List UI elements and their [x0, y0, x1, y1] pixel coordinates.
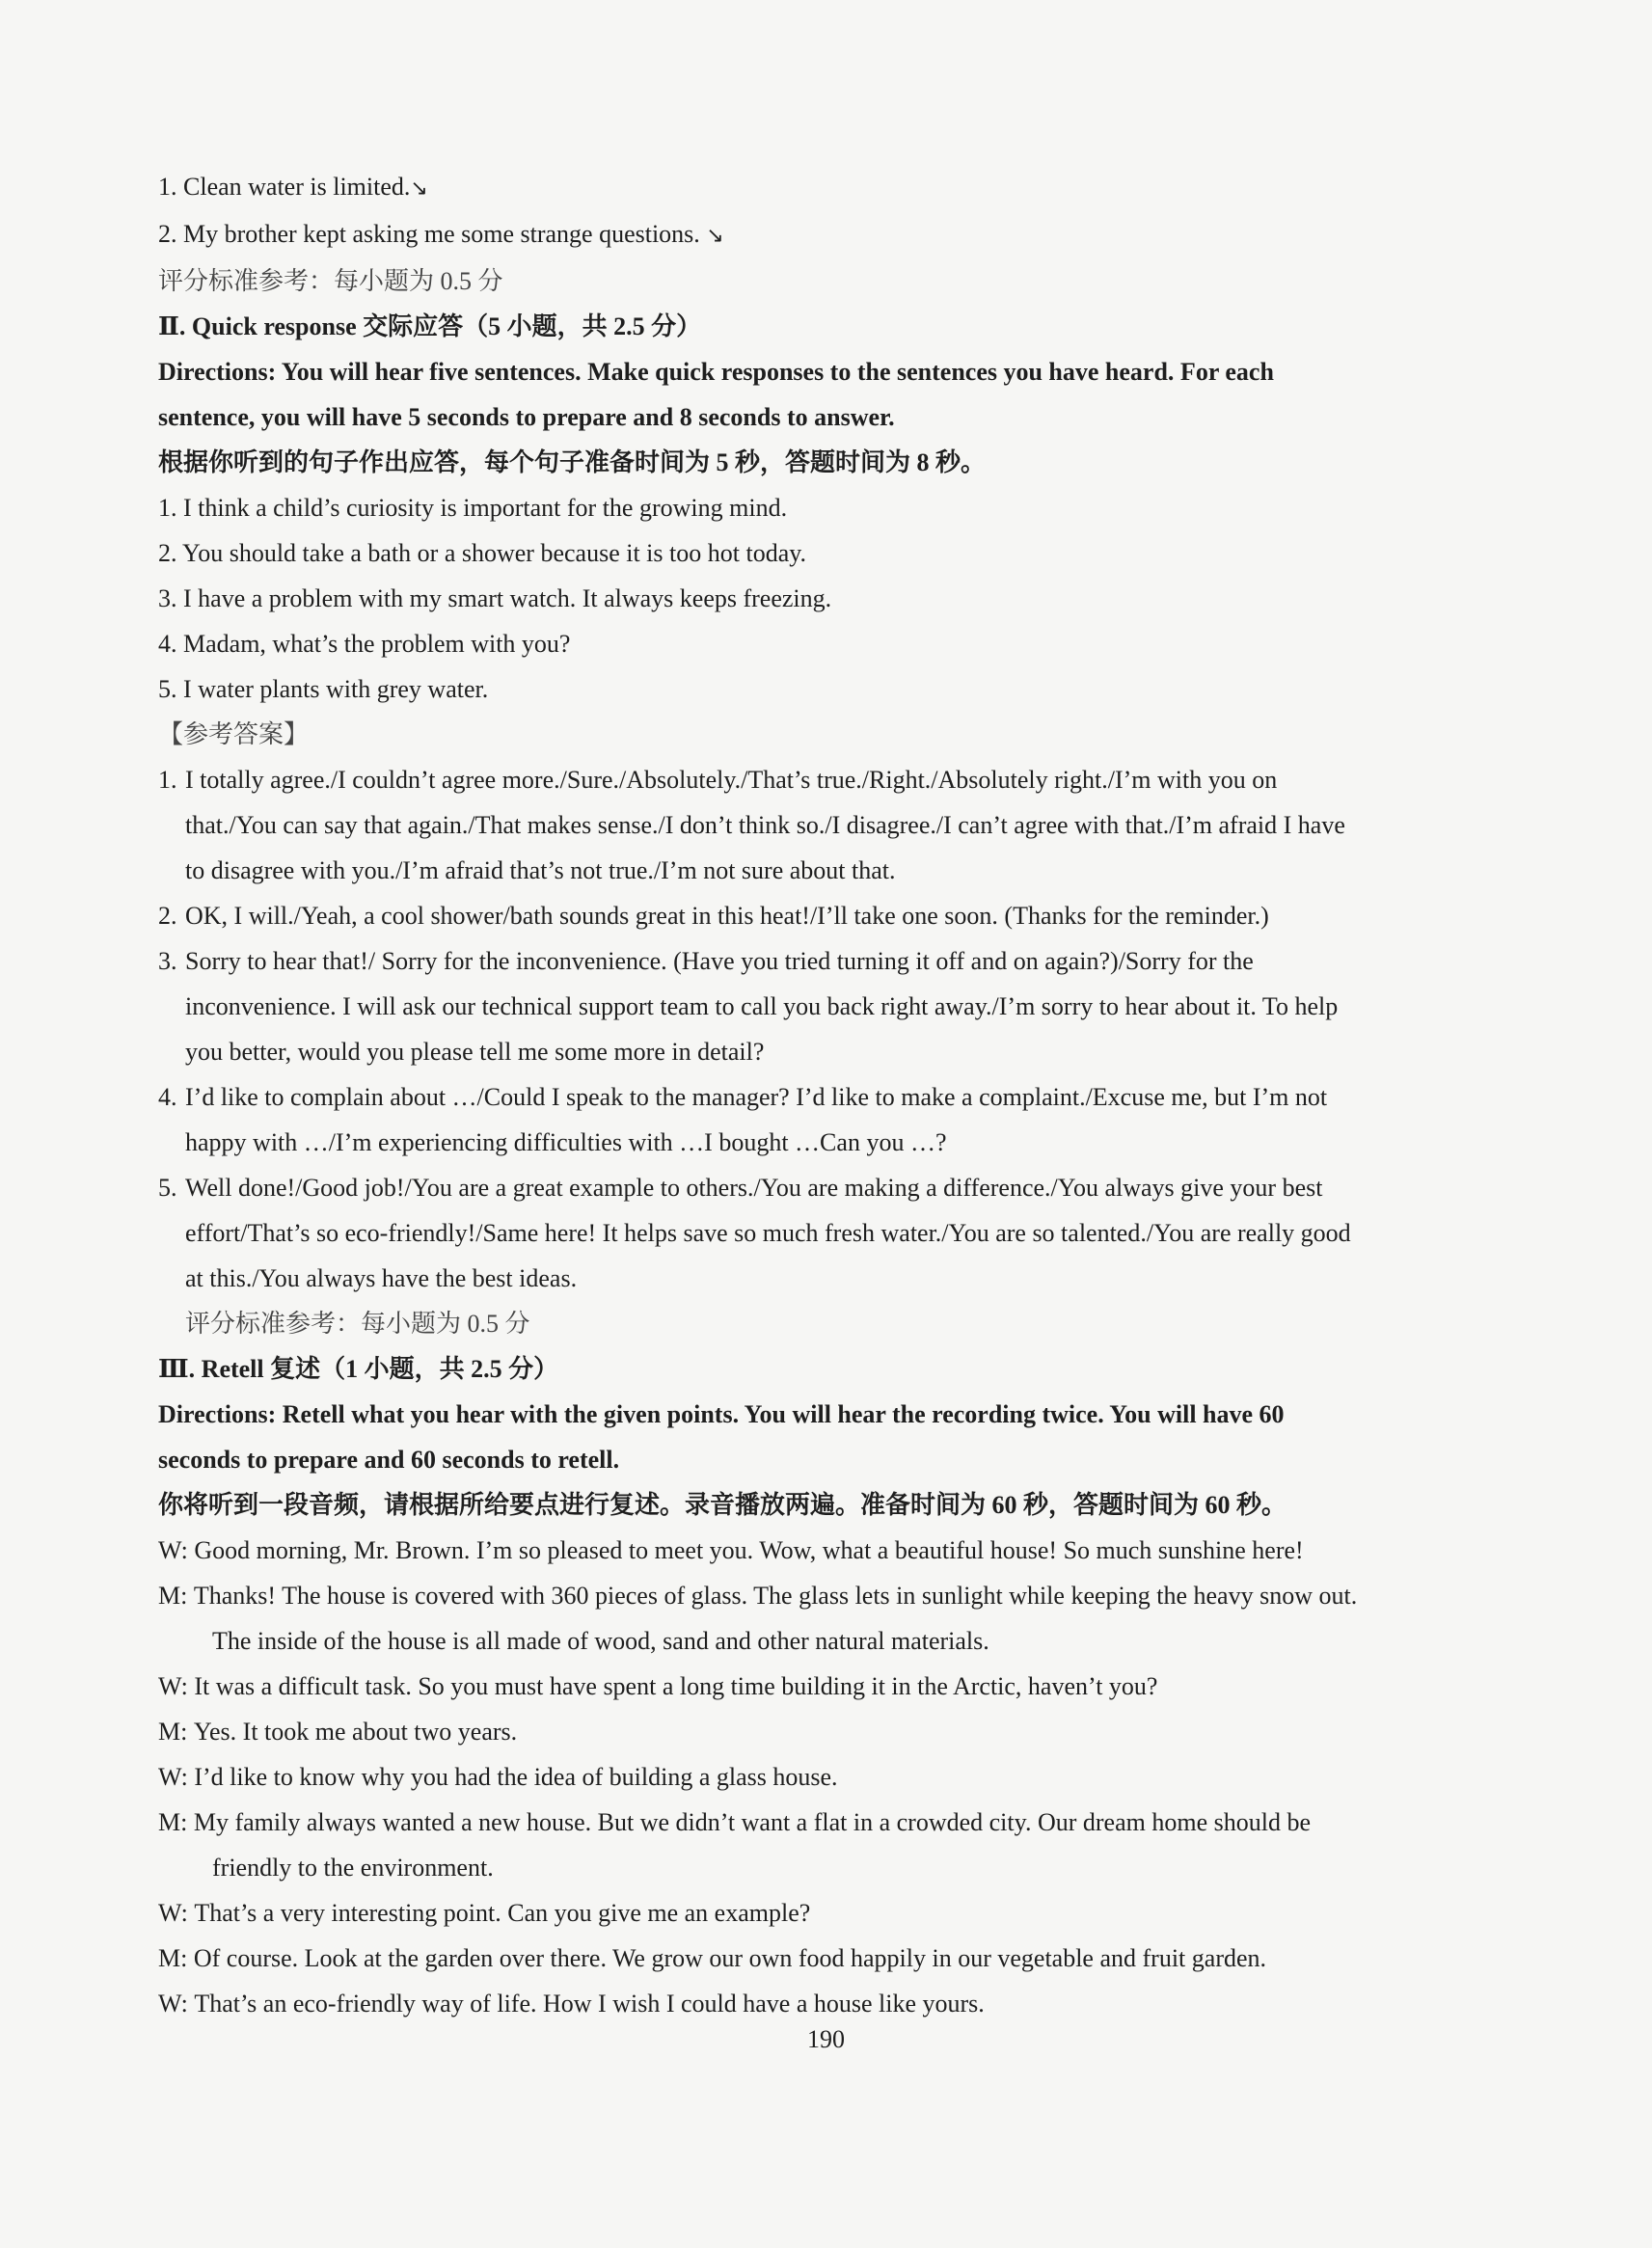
- dialogue-line: W: That’s an eco-friendly way of life. How I wish I could have a house like yours.: [158, 1981, 1470, 2026]
- answer-label: 【参考答案】: [158, 720, 310, 748]
- answer-text: at this./You always have the best ideas.: [185, 1264, 578, 1292]
- answer-item-3: [158, 938, 1470, 1074]
- scoring-note: 评分标准参考：每小题为 0.5 分: [185, 1310, 530, 1338]
- speaker-label: M:: [158, 1582, 194, 1610]
- answer-text: to disagree with you./I’m afraid that’s not true./I’m not sure about that.: [185, 856, 896, 884]
- directions-line-1: Directions: You will hear five sentences. Make quick responses to the sentences you have heard. For each: [158, 358, 1274, 386]
- dialogue-line: M: My family always wanted a new house. But we didn’t want a flat in a crowded city. Our dream home should be friendly to the environment.: [158, 1800, 1470, 1890]
- answer-text: happy with …/I’m experiencing difficulties with …I bought …Can you …?: [185, 1128, 947, 1156]
- speaker-label: W:: [158, 1763, 195, 1791]
- sentence-1: 1. I think a child’s curiosity is important for the growing mind.: [158, 494, 788, 522]
- answer-item-4: [158, 1074, 1470, 1165]
- answer-item-2: [158, 893, 1470, 938]
- speaker-label: W:: [158, 1990, 195, 2018]
- answer-text: I totally agree./I couldn’t agree more./Sure./Absolutely./That’s true./Right./Absolutely right./I’m with you on: [185, 766, 1278, 794]
- falling-intonation-icon: ↘: [706, 224, 724, 248]
- dialogue-line: M: Yes. It took me about two years.: [158, 1709, 1470, 1754]
- section-heading-retell: Ⅲ. Retell 复述（1 小题，共 2.5 分）: [158, 1355, 559, 1383]
- speaker-label: M:: [158, 1718, 194, 1746]
- dialogue-line: M: Thanks! The house is covered with 360 pieces of glass. The glass lets in sunlight while keeping the heavy snow out. The inside of the house is all made of wood, sand and other natural materials.: [158, 1573, 1470, 1664]
- directions-line-2: sentence, you will have 5 seconds to prepare and 8 seconds to answer.: [158, 403, 895, 431]
- sentence-3: 3. I have a problem with my smart watch. It always keeps freezing.: [158, 584, 832, 612]
- sentence-5: 5. I water plants with grey water.: [158, 675, 489, 703]
- answer-text: Sorry to hear that!/ Sorry for the inconvenience. (Have you tried turning it off and on again?)/Sorry for the: [185, 947, 1254, 975]
- page-number: 190: [807, 2025, 845, 2053]
- intonation-item-1: 1. Clean water is limited.↘: [158, 173, 428, 201]
- answer-number: 2.: [158, 902, 177, 930]
- answer-number: 4.: [158, 1083, 177, 1111]
- dialogue-line: W: That’s a very interesting point. Can you give me an example?: [158, 1890, 1470, 1936]
- speaker-label: W:: [158, 1536, 195, 1564]
- answer-text: I’d like to complain about …/Could I speak to the manager? I’d like to make a complaint./Excuse me, but I’m not: [185, 1083, 1328, 1111]
- answer-number: 3.: [158, 947, 177, 975]
- speaker-label: M:: [158, 1808, 194, 1836]
- answer-item-1: [158, 757, 1470, 893]
- dialogue-line: W: It was a difficult task. So you must have spent a long time building it in the Arctic, haven’t you?: [158, 1664, 1470, 1709]
- sentence-2: 2. You should take a bath or a shower because it is too hot today.: [158, 539, 807, 567]
- answer-text: that./You can say that again./That makes sense./I don’t think so./I disagree./I can’t agree with that./I’m afraid I have: [185, 811, 1345, 839]
- speaker-label: W:: [158, 1899, 195, 1927]
- dialogue-line: W: I’d like to know why you had the idea of building a glass house.: [158, 1754, 1470, 1800]
- answer-text: you better, would you please tell me some more in detail?: [185, 1038, 765, 1066]
- directions-line-1: Directions: Retell what you hear with the given points. You will hear the recording twice. You will have 60: [158, 1400, 1285, 1428]
- speaker-label: W:: [158, 1672, 195, 1700]
- scoring-note: 评分标准参考：每小题为 0.5 分: [158, 267, 503, 295]
- answer-number: 5.: [158, 1174, 177, 1202]
- dialogue-line: W: Good morning, Mr. Brown. I’m so pleased to meet you. Wow, what a beautiful house! So much sunshine here!: [158, 1528, 1470, 1573]
- section-heading-quick-response: Ⅱ. Quick response 交际应答（5 小题，共 2.5 分）: [158, 312, 702, 340]
- directions-line-2: seconds to prepare and 60 seconds to retell.: [158, 1446, 620, 1474]
- directions-chinese: 你将听到一段音频，请根据所给要点进行复述。录音播放两遍。准备时间为 60 秒，答题时间为 60 秒。: [158, 1491, 1287, 1519]
- sentence-4: 4. Madam, what’s the problem with you?: [158, 630, 571, 658]
- falling-intonation-icon: ↘: [410, 176, 428, 201]
- directions-chinese: 根据你听到的句子作出应答，每个句子准备时间为 5 秒，答题时间为 8 秒。: [158, 448, 987, 476]
- answer-text: OK, I will./Yeah, a cool shower/bath sounds great in this heat!/I’ll take one soon. (Thanks for the reminder.): [185, 902, 1269, 930]
- intonation-item-2: 2. My brother kept asking me some strange questions. ↘: [158, 220, 724, 248]
- answer-item-5: [158, 1165, 1470, 1301]
- answer-text: effort/That’s so eco-friendly!/Same here! It helps save so much fresh water./You are so talented./You are really good: [185, 1219, 1351, 1247]
- answer-text: Well done!/Good job!/You are a great example to others./You are making a difference./You always give your best: [185, 1174, 1323, 1202]
- answer-text: inconvenience. I will ask our technical support team to call you back right away./I’m sorry to hear about it. To help: [185, 992, 1339, 1020]
- dialogue-line: M: Of course. Look at the garden over there. We grow our own food happily in our vegetable and fruit garden.: [158, 1936, 1470, 1981]
- answer-number: 1.: [158, 766, 177, 794]
- speaker-label: M:: [158, 1944, 194, 1972]
- document-body: [158, 164, 1470, 2026]
